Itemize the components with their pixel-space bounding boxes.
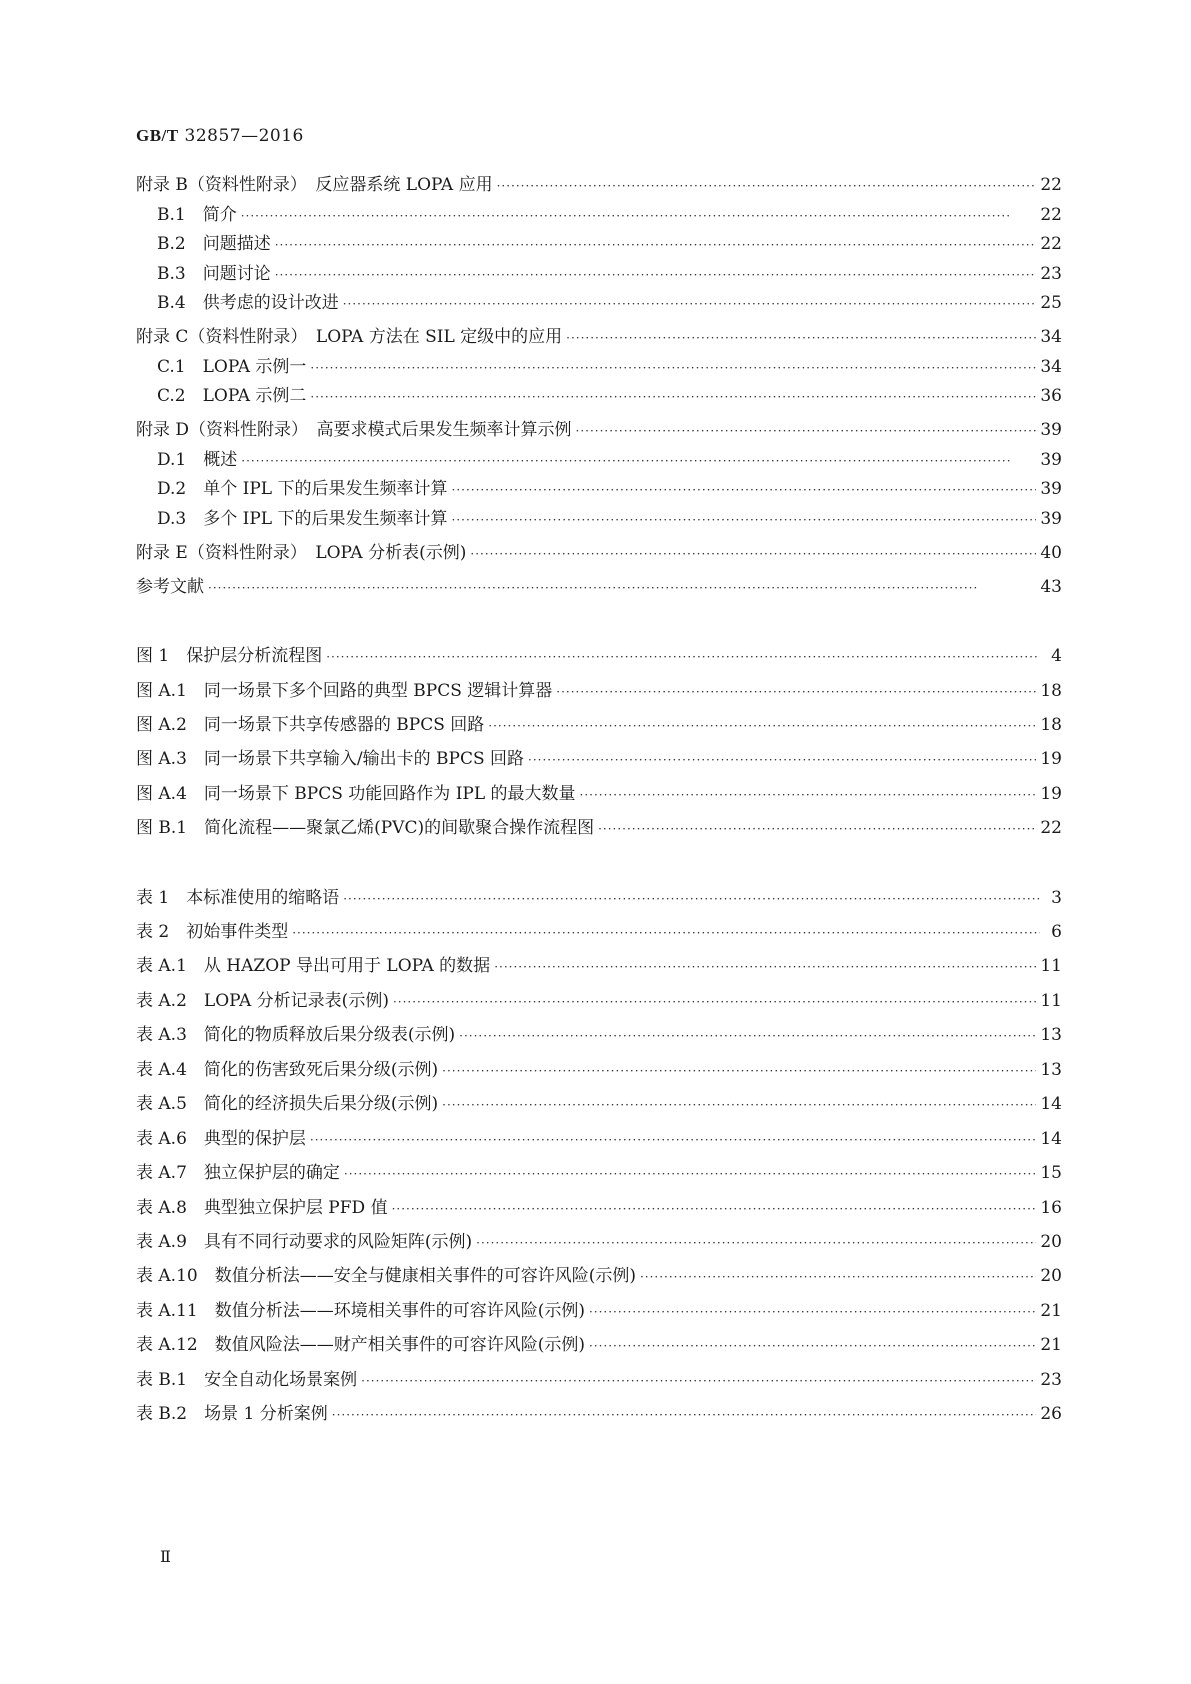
toc-entry[interactable] [157,474,1062,498]
table-entry-page: 20 [1040,1232,1062,1252]
table-entry-label: 表 A.3 简化的物质释放后果分级表(示例) [136,1025,456,1045]
table-entry-label: 表 A.8 典型独立保护层 PFD 值 [136,1198,388,1218]
toc-entry-page: 34 [1040,357,1062,377]
table-entry-page: 20 [1040,1266,1062,1286]
leader-dots [528,753,1036,767]
leader-dots [494,960,1036,974]
table-entry[interactable] [136,1158,1062,1182]
table-entry-label: 表 B.1 安全自动化场景案例 [136,1370,358,1390]
toc-entry-label: B.4 供考虑的设计改进 [157,293,339,313]
leader-dots [310,390,1036,404]
table-entry[interactable] [136,1020,1062,1044]
table-entry-label: 表 A.6 典型的保护层 [136,1129,306,1149]
table-entry[interactable] [136,1055,1062,1079]
table-entry[interactable] [136,917,1062,941]
table-entry[interactable] [136,1227,1062,1251]
toc-entry-label: C.2 LOPA 示例二 [157,386,307,406]
toc-entry-page: 34 [1040,327,1062,347]
table-entry-page: 11 [1040,956,1062,976]
toc-entry-page: 22 [1040,175,1062,195]
table-entry[interactable] [136,951,1062,975]
table-entry[interactable] [136,1399,1062,1423]
leader-dots [310,361,1036,375]
toc-entry[interactable] [136,415,1062,439]
toc-entry-page: 43 [1040,577,1062,597]
figure-entry-page: 22 [1040,818,1062,838]
leader-dots [640,1270,1036,1284]
table-entry-label: 表 A.1 从 HAZOP 导出可用于 LOPA 的数据 [136,956,491,976]
figure-entry-page: 18 [1040,681,1062,701]
figure-entry-label: 图 1 保护层分析流程图 [136,646,323,666]
leader-dots [292,926,1040,940]
figure-entry-page: 19 [1040,784,1062,804]
leader-dots [275,268,1037,282]
toc-entry[interactable] [157,200,1062,224]
toc-entry-label: B.3 问题讨论 [157,264,271,284]
table-entry-label: 表 B.2 场景 1 分析案例 [136,1404,328,1424]
table-entry[interactable] [136,1261,1062,1285]
leader-dots [392,1202,1037,1216]
figure-entry-page: 19 [1040,749,1062,769]
leader-dots [310,1133,1036,1147]
toc-entry[interactable] [157,229,1062,253]
toc-entry-label: 附录 D（资料性附录） 高要求模式后果发生频率计算示例 [136,420,572,440]
figure-entry-label: 图 A.1 同一场景下多个回路的典型 BPCS 逻辑计算器 [136,681,553,701]
toc-entry-label: B.1 简介 [157,205,237,225]
figure-entry-page: 18 [1040,715,1062,735]
leader-dots [589,1339,1036,1353]
toc-entry-page: 22 [1040,234,1062,254]
table-entry-page: 23 [1040,1370,1062,1390]
leader-dots [343,892,1040,906]
toc-entry-page: 39 [1040,479,1062,499]
toc-entry-page: 22 [1040,205,1062,225]
leader-dots [598,822,1036,836]
leader-dots [326,650,1040,664]
table-entry-page: 13 [1040,1025,1062,1045]
table-entry-page: 14 [1040,1129,1062,1149]
standard-number: 32857—2016 [184,126,304,146]
leader-dots [566,331,1036,345]
toc-entry[interactable] [157,445,1062,469]
leader-dots [488,719,1036,733]
toc-entry[interactable] [157,352,1062,376]
table-entry-label: 表 A.10 数值分析法——安全与健康相关事件的可容许风险(示例) [136,1266,636,1286]
figure-entry[interactable] [136,676,1062,700]
leader-dots [275,238,1037,252]
leader-dots [459,1029,1036,1043]
leader-dots [580,788,1037,802]
leader-dots [208,581,1036,595]
table-entry[interactable] [136,883,1062,907]
leader-dots [442,1064,1036,1078]
figure-entry[interactable] [136,813,1062,837]
toc-entry-page: 39 [1040,420,1062,440]
table-entry[interactable] [136,1193,1062,1217]
table-entry[interactable] [136,1330,1062,1354]
table-entry[interactable] [136,1124,1062,1148]
figure-entry[interactable] [136,641,1062,665]
table-entry-page: 21 [1040,1301,1062,1321]
table-entry-label: 表 A.11 数值分析法——环境相关事件的可容许风险(示例) [136,1301,585,1321]
leader-dots [241,454,1036,468]
toc-entry[interactable] [136,170,1062,194]
document-header [136,126,304,146]
table-entry-label: 表 1 本标准使用的缩略语 [136,888,340,908]
leader-dots [497,179,1037,193]
figure-entry[interactable] [136,710,1062,734]
table-entry[interactable] [136,1089,1062,1113]
toc-entry[interactable] [157,259,1062,283]
table-entry-page: 21 [1040,1335,1062,1355]
leader-dots [361,1374,1036,1388]
figure-entry[interactable] [136,744,1062,768]
table-entry-page: 26 [1040,1404,1062,1424]
leader-dots [470,547,1036,561]
toc-entry-page: 23 [1040,264,1062,284]
leader-dots [344,1167,1036,1181]
table-entry-label: 表 A.9 具有不同行动要求的风险矩阵(示例) [136,1232,473,1252]
standard-prefix: GB/T [136,126,179,145]
leader-dots [241,209,1037,223]
page-number: Ⅱ [160,1547,171,1566]
table-entry-page: 16 [1040,1198,1062,1218]
toc-entry[interactable] [157,381,1062,405]
toc-entry[interactable] [136,572,1062,596]
leader-dots [576,424,1037,438]
figure-entry-label: 图 B.1 简化流程——聚氯乙烯(PVC)的间歇聚合操作流程图 [136,818,595,838]
table-entry-page: 15 [1040,1163,1062,1183]
leader-dots [452,483,1037,497]
figure-entry-label: 图 A.2 同一场景下共享传感器的 BPCS 回路 [136,715,485,735]
figure-entry-label: 图 A.4 同一场景下 BPCS 功能回路作为 IPL 的最大数量 [136,784,576,804]
table-entry-page: 13 [1040,1060,1062,1080]
leader-dots [393,995,1036,1009]
toc-entry-page: 39 [1040,509,1062,529]
table-entry-label: 表 A.4 简化的伤害致死后果分级(示例) [136,1060,439,1080]
leader-dots [442,1098,1036,1112]
toc-entry-label: C.1 LOPA 示例一 [157,357,307,377]
toc-entry-label: D.2 单个 IPL 下的后果发生频率计算 [157,479,448,499]
leader-dots [452,513,1037,527]
leader-dots [556,685,1036,699]
table-entry[interactable] [136,986,1062,1010]
table-entry-label: 表 A.7 独立保护层的确定 [136,1163,340,1183]
table-entry-page: 3 [1051,888,1062,908]
leader-dots [332,1408,1037,1422]
toc-entry-page: 40 [1040,543,1062,563]
figure-entry-page: 4 [1051,646,1062,666]
figure-entry[interactable] [136,779,1062,803]
toc-entry-page: 36 [1040,386,1062,406]
toc-entry-label: D.1 概述 [157,450,238,470]
toc-entry-label: 附录 E（资料性附录） LOPA 分析表(示例) [136,543,467,563]
toc-entry-page: 25 [1040,293,1062,313]
figure-entry-label: 图 A.3 同一场景下共享输入/输出卡的 BPCS 回路 [136,749,525,769]
toc-entry[interactable] [157,504,1062,528]
toc-entry-label: B.2 问题描述 [157,234,271,254]
table-entry-label: 表 2 初始事件类型 [136,922,289,942]
toc-entry-label: 附录 B（资料性附录） 反应器系统 LOPA 应用 [136,175,493,195]
toc-entry-label: 附录 C（资料性附录） LOPA 方法在 SIL 定级中的应用 [136,327,563,347]
table-entry-page: 14 [1040,1094,1062,1114]
table-entry-label: 表 A.5 简化的经济损失后果分级(示例) [136,1094,439,1114]
leader-dots [476,1236,1036,1250]
table-entry-label: 表 A.12 数值风险法——财产相关事件的可容许风险(示例) [136,1335,585,1355]
table-entry-label: 表 A.2 LOPA 分析记录表(示例) [136,991,389,1011]
toc-entry[interactable] [136,322,1062,346]
table-entry[interactable] [136,1296,1062,1320]
leader-dots [343,297,1037,311]
table-entry-page: 11 [1040,991,1062,1011]
table-entry-page: 6 [1051,922,1062,942]
toc-entry[interactable] [136,538,1062,562]
table-entry[interactable] [136,1365,1062,1389]
toc-entry-page: 39 [1040,450,1062,470]
toc-entry-label: 参考文献 [136,577,204,597]
toc-entry[interactable] [157,288,1062,312]
leader-dots [589,1305,1036,1319]
toc-entry-label: D.3 多个 IPL 下的后果发生频率计算 [157,509,448,529]
